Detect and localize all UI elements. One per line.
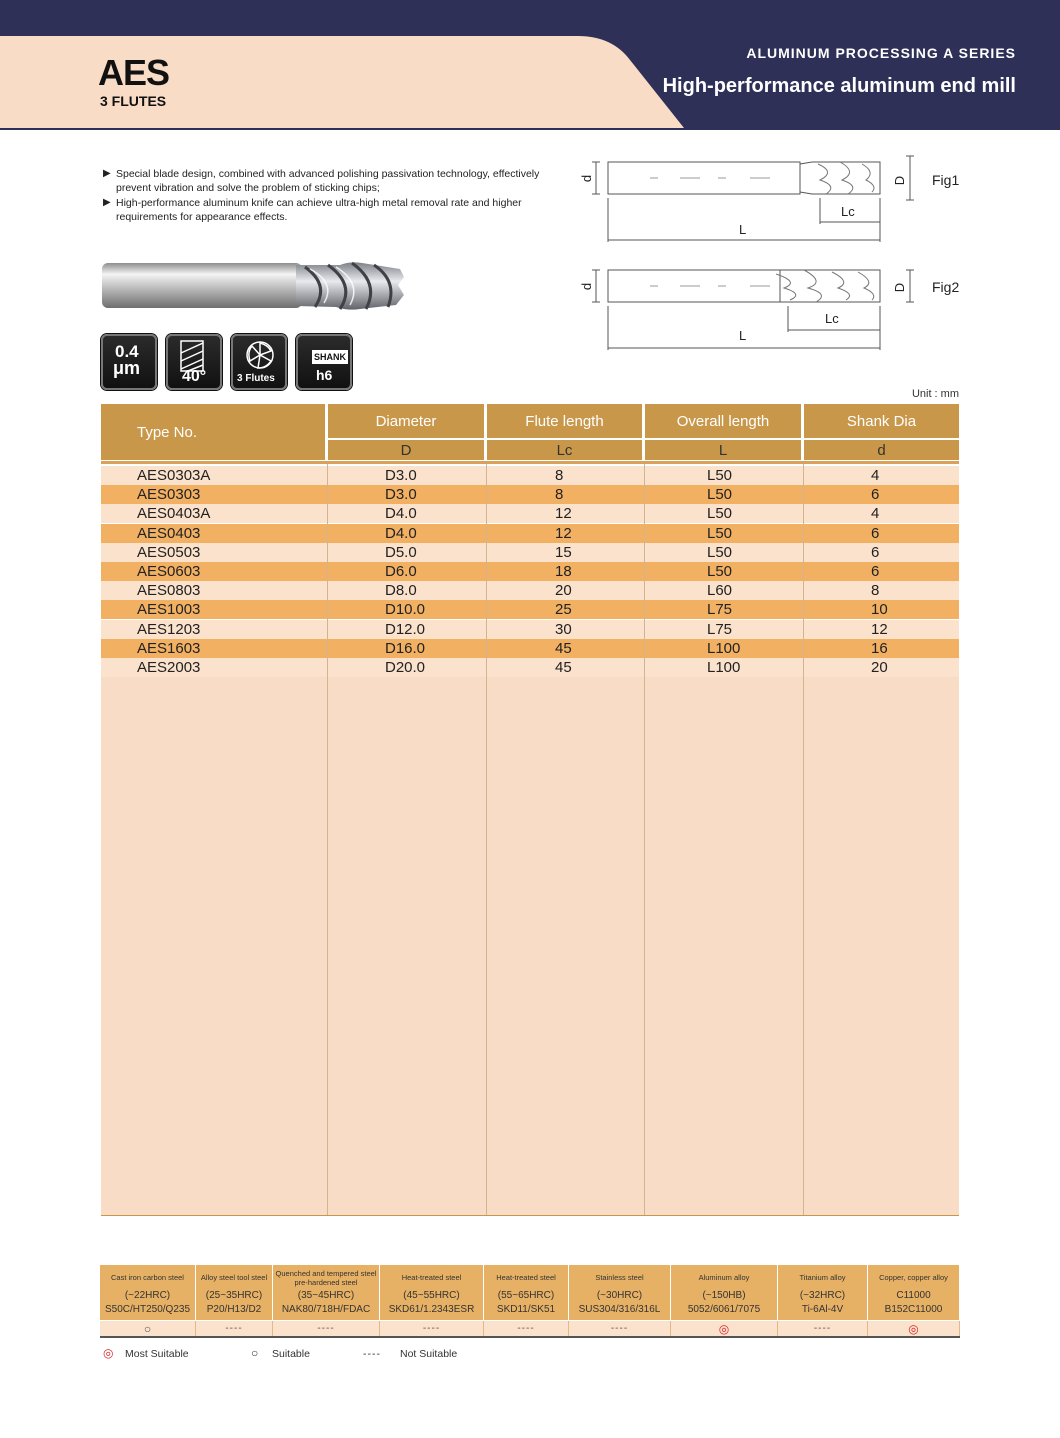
- cell-flute-length: 8: [555, 467, 564, 484]
- fig1-label: Fig1: [932, 172, 960, 188]
- cell-type-no: AES1203: [137, 620, 201, 638]
- cell-shank-dia: 4: [871, 467, 880, 484]
- table-row: [101, 504, 959, 523]
- cell-diameter: D16.0: [385, 639, 426, 657]
- material-column: [484, 1265, 569, 1320]
- feature-text: High-performance aluminum knife can achieve ultra-high metal removal rate and higher requirements for appearance effects.: [116, 197, 522, 223]
- materials-bottom-line: [100, 1336, 960, 1338]
- cell-shank-dia: 6: [871, 543, 880, 561]
- most-suitable-label: Most Suitable: [125, 1348, 189, 1360]
- shank-badge: [296, 334, 352, 390]
- header-diameter: Diameter: [328, 404, 484, 438]
- cell-overall-length: L50: [707, 524, 733, 542]
- material-rating: ○: [100, 1321, 196, 1337]
- table-row: [101, 524, 959, 543]
- material-grades: S50C/HT250/Q235: [104, 1304, 191, 1315]
- material-column: [273, 1265, 380, 1320]
- cell-type-no: AES1603: [137, 639, 201, 657]
- cell-type-no: AES0603: [137, 563, 201, 580]
- cell-flute-length: 25: [555, 601, 572, 619]
- flutes-label: 3 Flutes: [237, 373, 275, 384]
- material-rating: ----: [484, 1321, 569, 1337]
- bullet-triangle-icon: ▶: [103, 197, 111, 208]
- material-rating: ----: [380, 1321, 484, 1337]
- cell-overall-length: L100: [707, 639, 741, 657]
- cell-overall-length: L50: [707, 563, 733, 580]
- cell-overall-length: L75: [707, 620, 733, 638]
- cell-shank-dia: 16: [871, 639, 888, 657]
- material-grades: SKD61/1.2343ESR: [388, 1304, 475, 1315]
- cell-flute-length: 15: [555, 543, 572, 561]
- material-name: Aluminum alloy: [698, 1273, 750, 1282]
- column-divider: [803, 464, 804, 1215]
- cell-type-no: AES1003: [137, 601, 201, 619]
- material-hardness: (~30HRC): [596, 1290, 643, 1301]
- material-column: [569, 1265, 671, 1320]
- cell-type-no: AES0403: [137, 524, 201, 542]
- material-hardness: C11000: [896, 1290, 931, 1301]
- table-row: [101, 485, 959, 504]
- cell-flute-length: 30: [555, 620, 572, 638]
- column-divider: [644, 464, 645, 1215]
- table-row: [101, 620, 959, 639]
- fig1-dia-label: D: [892, 175, 908, 186]
- cell-diameter: D12.0: [385, 620, 426, 638]
- material-hardness: (25~35HRC): [205, 1290, 263, 1301]
- material-rating: ----: [569, 1321, 671, 1337]
- not-suitable-label: Not Suitable: [400, 1348, 458, 1360]
- material-grades: NAK80/718H/FDAC: [281, 1304, 371, 1315]
- cell-diameter: D3.0: [385, 467, 417, 484]
- material-name: Heat-treated steel: [401, 1273, 462, 1282]
- table-row: [101, 639, 959, 658]
- materials-table: [100, 1265, 960, 1338]
- cell-shank-dia: 20: [871, 659, 888, 676]
- cell-overall-length: L50: [707, 543, 733, 561]
- material-hardness: (35~45HRC): [297, 1290, 355, 1301]
- cell-type-no: AES0503: [137, 543, 201, 561]
- subheader-d-shank: d: [804, 440, 959, 460]
- fig2-shank-dia-label: d: [579, 282, 595, 291]
- cell-flute-length: 20: [555, 582, 572, 600]
- material-grades: SUS304/316/316L: [578, 1304, 661, 1315]
- unit-label: Unit : mm: [911, 388, 959, 400]
- cell-diameter: D5.0: [385, 543, 417, 561]
- cell-flute-length: 12: [555, 505, 572, 523]
- column-divider: [486, 464, 487, 1215]
- header-flute-length: Flute length: [487, 404, 642, 438]
- roughness-badge: [101, 334, 157, 390]
- dimension-drawings: [580, 150, 980, 360]
- header-type-no: Type No.: [101, 404, 325, 460]
- fig1-l-label: L: [739, 222, 747, 237]
- flutes-subtitle: 3 FLUTES: [100, 93, 167, 109]
- cell-diameter: D10.0: [385, 601, 426, 619]
- feature-item: [103, 167, 543, 195]
- series-label: ALUMINUM PROCESSING A SERIES: [746, 45, 1016, 61]
- cell-diameter: D3.0: [385, 486, 417, 504]
- cell-diameter: D20.0: [385, 659, 426, 676]
- subheader-l: L: [645, 440, 801, 460]
- shank-tolerance: h6: [316, 367, 333, 383]
- fig2-label: Fig2: [932, 279, 960, 295]
- cell-shank-dia: 6: [871, 486, 880, 504]
- three-flutes-icon: [244, 339, 276, 371]
- material-column: [671, 1265, 778, 1320]
- end-mill-photo: [100, 255, 406, 317]
- header-divider: [101, 461, 959, 464]
- subheader-lc: Lc: [487, 440, 642, 460]
- cell-overall-length: L50: [707, 467, 733, 484]
- material-hardness: (55~65HRC): [497, 1290, 555, 1301]
- header-overall-length: Overall length: [645, 404, 801, 438]
- fig1-drawing: [592, 156, 914, 242]
- material-rating: ◎: [671, 1321, 778, 1337]
- cell-diameter: D4.0: [385, 524, 417, 542]
- roughness-unit: μm: [113, 358, 141, 378]
- most-suitable-icon: ◎: [103, 1346, 114, 1360]
- material-grades: 5052/6061/7075: [687, 1304, 761, 1315]
- shank-label: SHANK: [313, 352, 346, 362]
- material-name: Titanium alloy: [799, 1273, 846, 1282]
- material-column: [868, 1265, 960, 1320]
- fig1-shank-dia-label: d: [579, 174, 595, 183]
- roughness-value: 0.4: [115, 342, 139, 361]
- bullet-triangle-icon: ▶: [103, 168, 111, 179]
- helix-angle-value: 40°: [182, 368, 207, 385]
- cell-type-no: AES2003: [137, 659, 201, 676]
- header-shank-dia: Shank Dia: [804, 404, 959, 438]
- fig2-drawing: [592, 270, 914, 350]
- material-name: Quenched and tempered steel pre-hardened steel: [275, 1269, 377, 1287]
- material-rating: ----: [778, 1321, 868, 1337]
- table-row: [101, 581, 959, 600]
- material-grades: Ti-6Al-4V: [801, 1304, 844, 1315]
- suitable-icon: ○: [251, 1346, 259, 1360]
- cell-flute-length: 8: [555, 486, 564, 504]
- cell-type-no: AES0803: [137, 582, 201, 600]
- material-rating: ◎: [868, 1321, 960, 1337]
- helix-angle-badge: [166, 334, 222, 390]
- cell-overall-length: L50: [707, 486, 733, 504]
- fig2-dia-label: D: [892, 282, 908, 293]
- subheader-d: D: [328, 440, 484, 460]
- cell-flute-length: 12: [555, 524, 572, 542]
- cell-shank-dia: 12: [871, 620, 888, 638]
- material-name: Heat-treated steel: [496, 1273, 556, 1282]
- material-hardness: (~32HRC): [799, 1290, 846, 1301]
- cell-shank-dia: 10: [871, 601, 888, 619]
- table-row: [101, 658, 959, 677]
- table-row: [101, 562, 959, 581]
- table-row: [101, 600, 959, 619]
- cell-diameter: D8.0: [385, 582, 417, 600]
- material-grades: SKD11/SK51: [496, 1304, 556, 1315]
- cell-shank-dia: 4: [871, 505, 880, 523]
- material-grades: B152C11000: [884, 1304, 943, 1315]
- cell-type-no: AES0403A: [137, 505, 211, 523]
- column-divider: [327, 464, 328, 1215]
- cell-flute-length: 18: [555, 563, 572, 580]
- table-row: [101, 466, 959, 485]
- flutes-badge: [231, 334, 287, 390]
- material-name: Alloy steel tool steel: [200, 1273, 268, 1282]
- model-title: AES: [98, 52, 170, 93]
- material-name: Copper, copper alloy: [879, 1273, 948, 1282]
- cell-flute-length: 45: [555, 659, 572, 676]
- material-hardness: (45~55HRC): [403, 1290, 460, 1301]
- cell-shank-dia: 6: [871, 563, 880, 580]
- material-column: [380, 1265, 484, 1320]
- material-hardness: (~22HRC): [124, 1290, 171, 1301]
- not-suitable-icon: ----: [363, 1348, 381, 1360]
- table-row: [101, 543, 959, 562]
- fig2-l-label: L: [739, 328, 747, 343]
- cell-shank-dia: 8: [871, 582, 880, 600]
- fig2-lc-label: Lc: [825, 311, 839, 326]
- cell-flute-length: 45: [555, 639, 572, 657]
- material-name: Stainless steel: [595, 1273, 644, 1282]
- cell-shank-dia: 6: [871, 524, 880, 542]
- cell-diameter: D6.0: [385, 563, 417, 580]
- material-column: [196, 1265, 273, 1320]
- material-grades: P20/H13/D2: [206, 1304, 262, 1315]
- material-column: [100, 1265, 196, 1320]
- cell-overall-length: L50: [707, 505, 733, 523]
- cell-type-no: AES0303: [137, 486, 201, 504]
- cell-overall-length: L60: [707, 582, 733, 600]
- cell-overall-length: L75: [707, 601, 733, 619]
- material-hardness: (~150HB): [702, 1290, 746, 1301]
- table-empty-area: [101, 677, 959, 1215]
- cell-diameter: D4.0: [385, 505, 417, 523]
- material-rating: ----: [273, 1321, 380, 1337]
- fig1-lc-label: Lc: [841, 204, 855, 219]
- feature-text: Special blade design, combined with advanced polishing passivation technology, effectively prevent vibration and solve the problem of sticking chips;: [116, 168, 540, 194]
- table-bottom-line: [101, 1215, 959, 1216]
- material-rating: ----: [196, 1321, 273, 1337]
- product-title: High-performance aluminum end mill: [662, 75, 1016, 97]
- material-name: Cast iron carbon steel: [111, 1273, 184, 1282]
- cell-type-no: AES0303A: [137, 467, 211, 484]
- suitable-label: Suitable: [272, 1348, 310, 1360]
- cell-overall-length: L100: [707, 659, 741, 676]
- feature-item: [103, 196, 543, 224]
- material-column: [778, 1265, 868, 1320]
